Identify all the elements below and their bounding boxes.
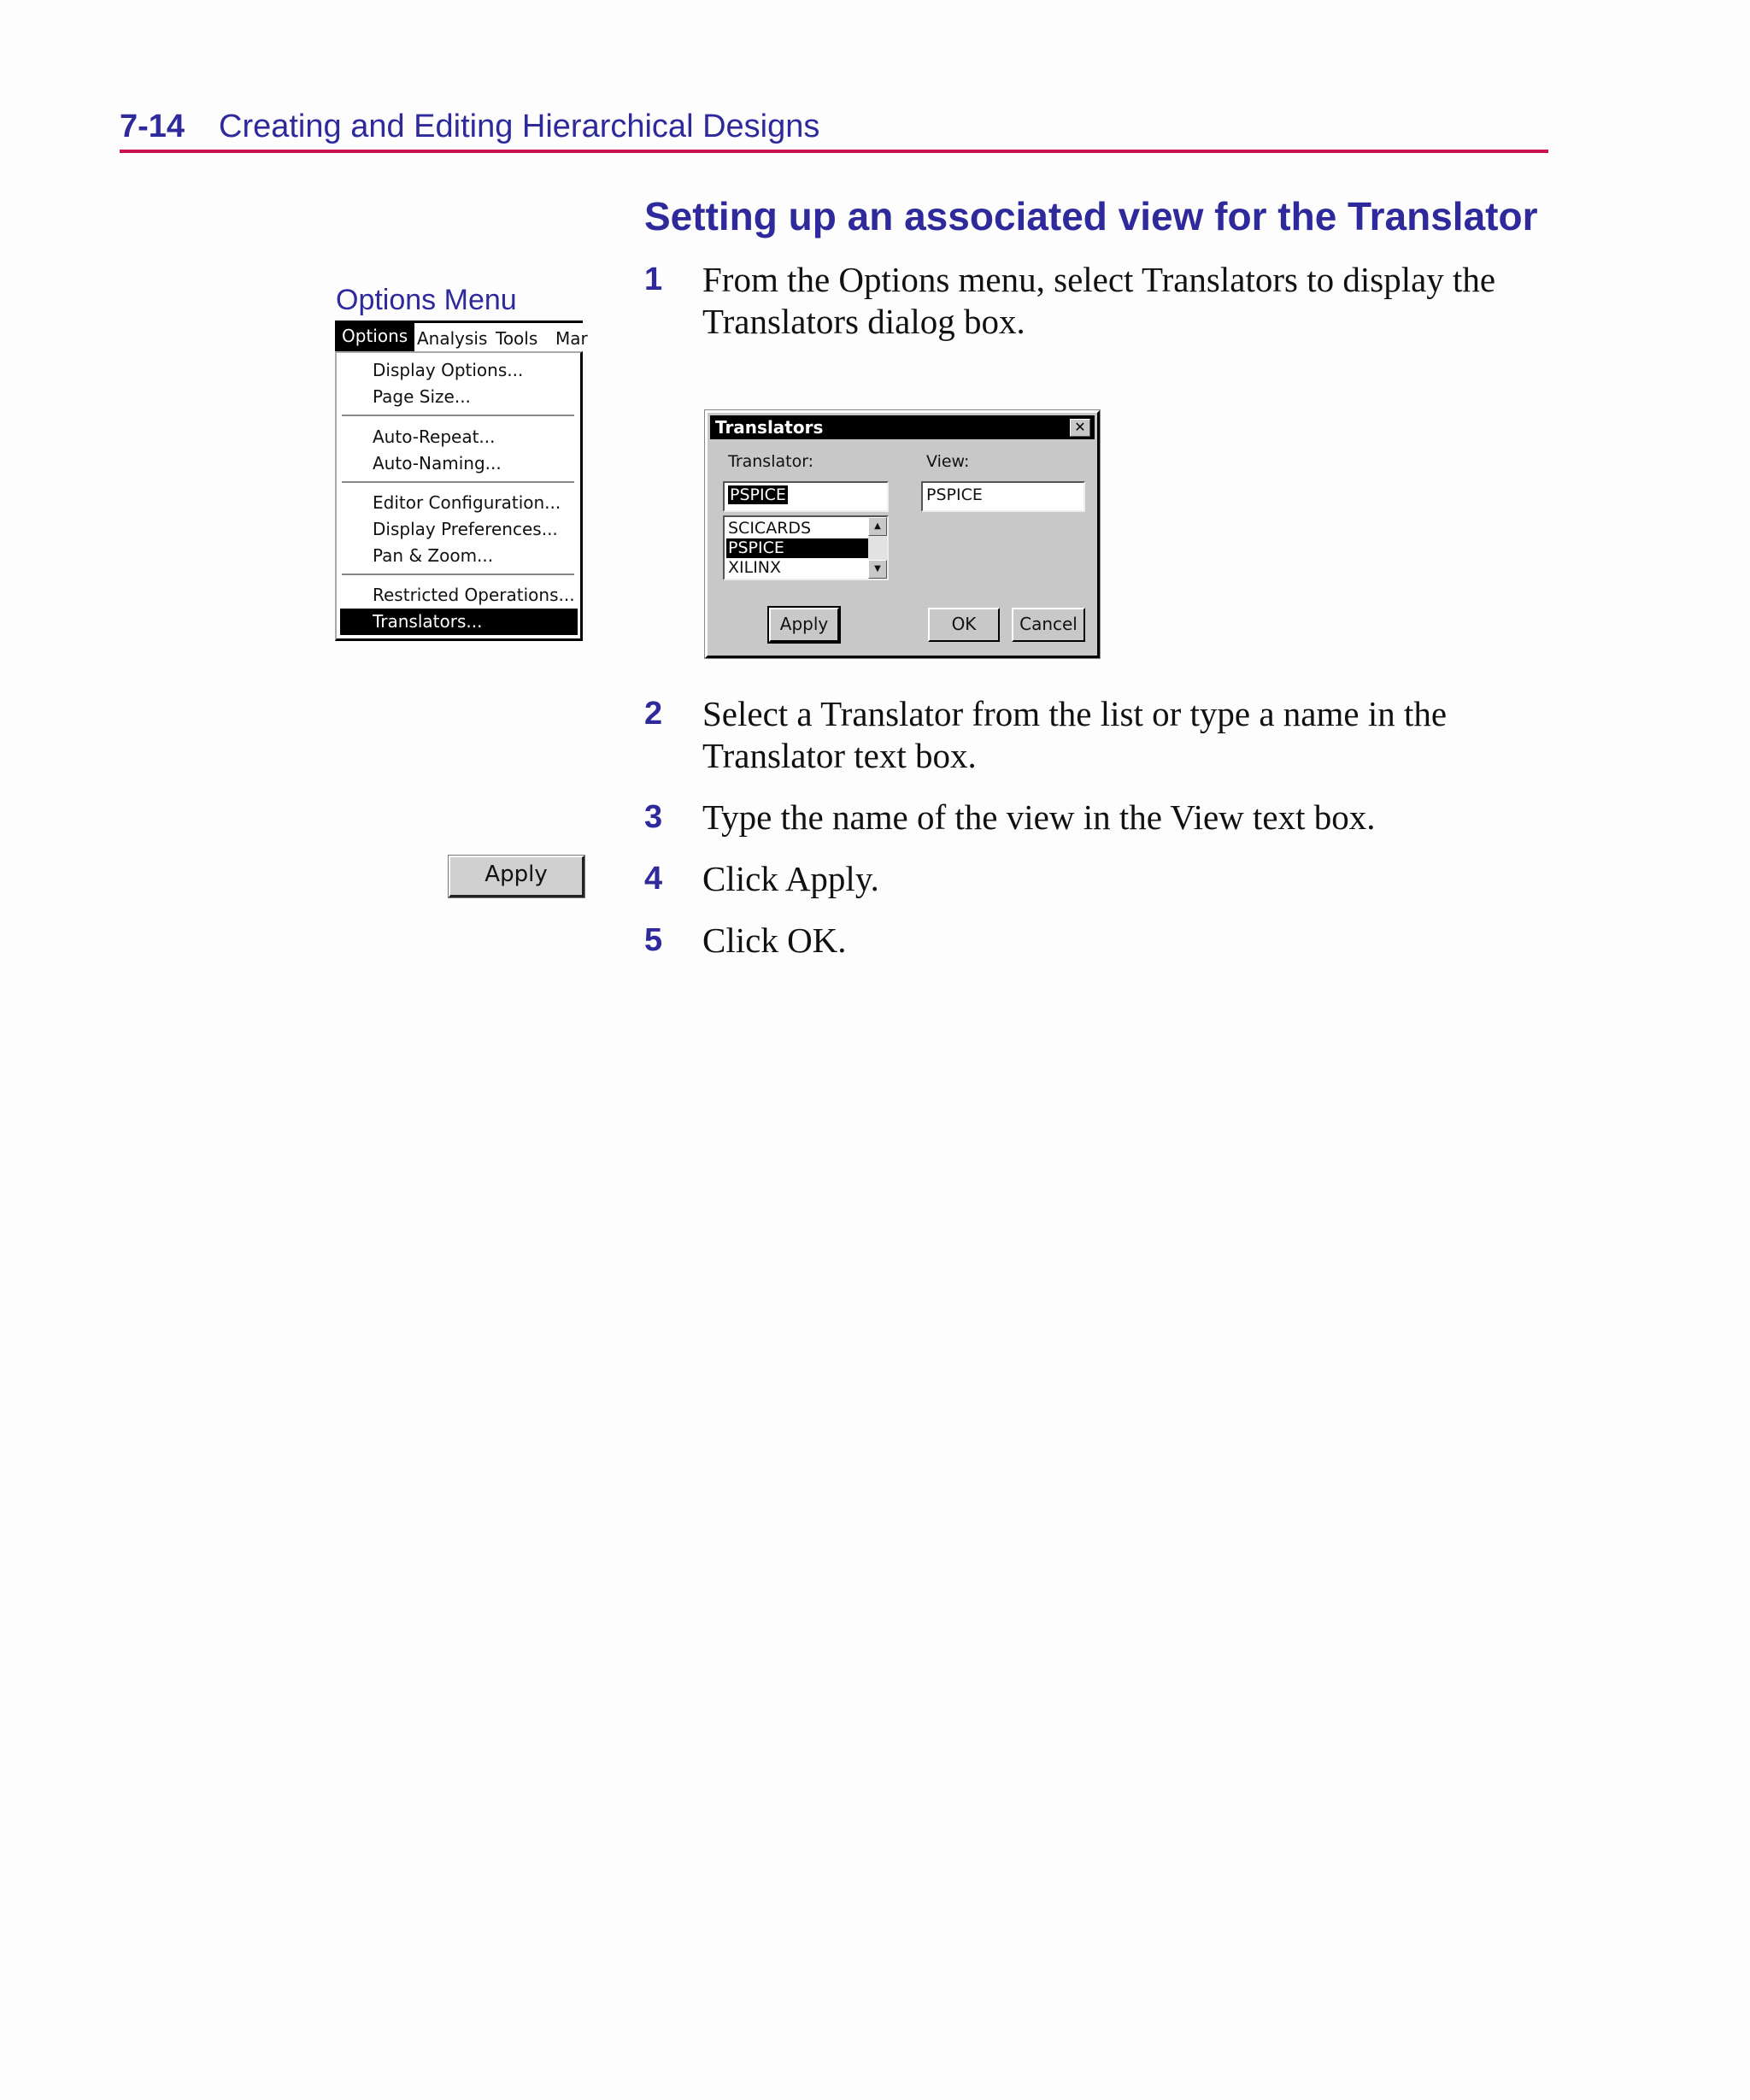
menu-item-auto-repeat[interactable]: Auto-Repeat... [373, 426, 496, 447]
dialog-title-bar [710, 415, 1095, 439]
menu-separator [342, 574, 574, 576]
step-text: From the Options menu, select Translators to display the Translators dialog box. [702, 260, 1496, 341]
menubar-analysis[interactable]: Analysis [417, 328, 488, 349]
dialog-title: Translators [715, 417, 824, 438]
menu-item-restricted-operations[interactable]: Restricted Operations... [373, 585, 575, 605]
step-text: Click OK. [702, 921, 847, 960]
scroll-down-icon[interactable]: ▼ [868, 560, 887, 579]
view-field[interactable]: PSPICE [921, 481, 1085, 512]
header-rule [120, 150, 1548, 153]
options-dropdown [335, 351, 583, 641]
menubar-tools[interactable]: Tools [496, 328, 538, 349]
options-menu-caption: Options Menu [336, 284, 517, 316]
step-number: 3 [644, 799, 663, 835]
step-number: 4 [644, 861, 663, 897]
menu-item-display-preferences[interactable]: Display Preferences... [373, 519, 558, 539]
section-title: Setting up an associated view for the Translator [644, 194, 1538, 238]
menubar-mar[interactable]: Mar [555, 328, 588, 349]
menu-separator [342, 481, 574, 484]
close-icon[interactable]: ✕ [1070, 419, 1090, 437]
page-number: 7-14 [120, 109, 185, 144]
menu-item-pan-zoom[interactable]: Pan & Zoom... [373, 545, 494, 566]
apply-button[interactable]: Apply [769, 608, 839, 642]
translator-list[interactable] [723, 515, 889, 580]
translator-label: Translator: [728, 452, 814, 471]
list-scrollbar[interactable] [868, 517, 887, 579]
step-number: 5 [644, 922, 663, 958]
menubar-options[interactable]: Options [335, 323, 414, 351]
step-text: Select a Translator from the list or type a name in the Translator text box. [702, 694, 1448, 775]
list-item-selected[interactable]: PSPICE [726, 538, 868, 558]
chapter-title: Creating and Editing Hierarchical Designs [219, 109, 820, 144]
ok-button[interactable]: OK [928, 608, 1000, 642]
menubar [335, 321, 588, 351]
list-item[interactable]: SCICARDS [728, 519, 812, 538]
step-text: Type the name of the view in the View text box. [702, 797, 1376, 837]
menu-item-translators[interactable]: Translators... [373, 611, 483, 632]
cancel-button[interactable]: Cancel [1012, 608, 1085, 642]
step-number: 1 [644, 262, 663, 297]
options-menu-illustration [335, 321, 588, 641]
menu-item-display-options[interactable]: Display Options... [373, 360, 524, 380]
translators-dialog [705, 410, 1100, 658]
translator-field[interactable]: PSPICE [723, 481, 889, 512]
menu-separator [342, 415, 574, 417]
menu-item-auto-naming[interactable]: Auto-Naming... [373, 453, 502, 474]
step-number: 2 [644, 696, 663, 732]
view-label: View: [926, 452, 970, 471]
step-text: Click Apply. [702, 859, 879, 898]
scroll-up-icon[interactable]: ▲ [868, 517, 887, 536]
list-item[interactable]: XILINX [728, 558, 782, 577]
menu-item-page-size[interactable]: Page Size... [373, 386, 471, 407]
menu-item-editor-configuration[interactable]: Editor Configuration... [373, 492, 561, 513]
apply-button-illustration[interactable]: Apply [449, 856, 584, 897]
